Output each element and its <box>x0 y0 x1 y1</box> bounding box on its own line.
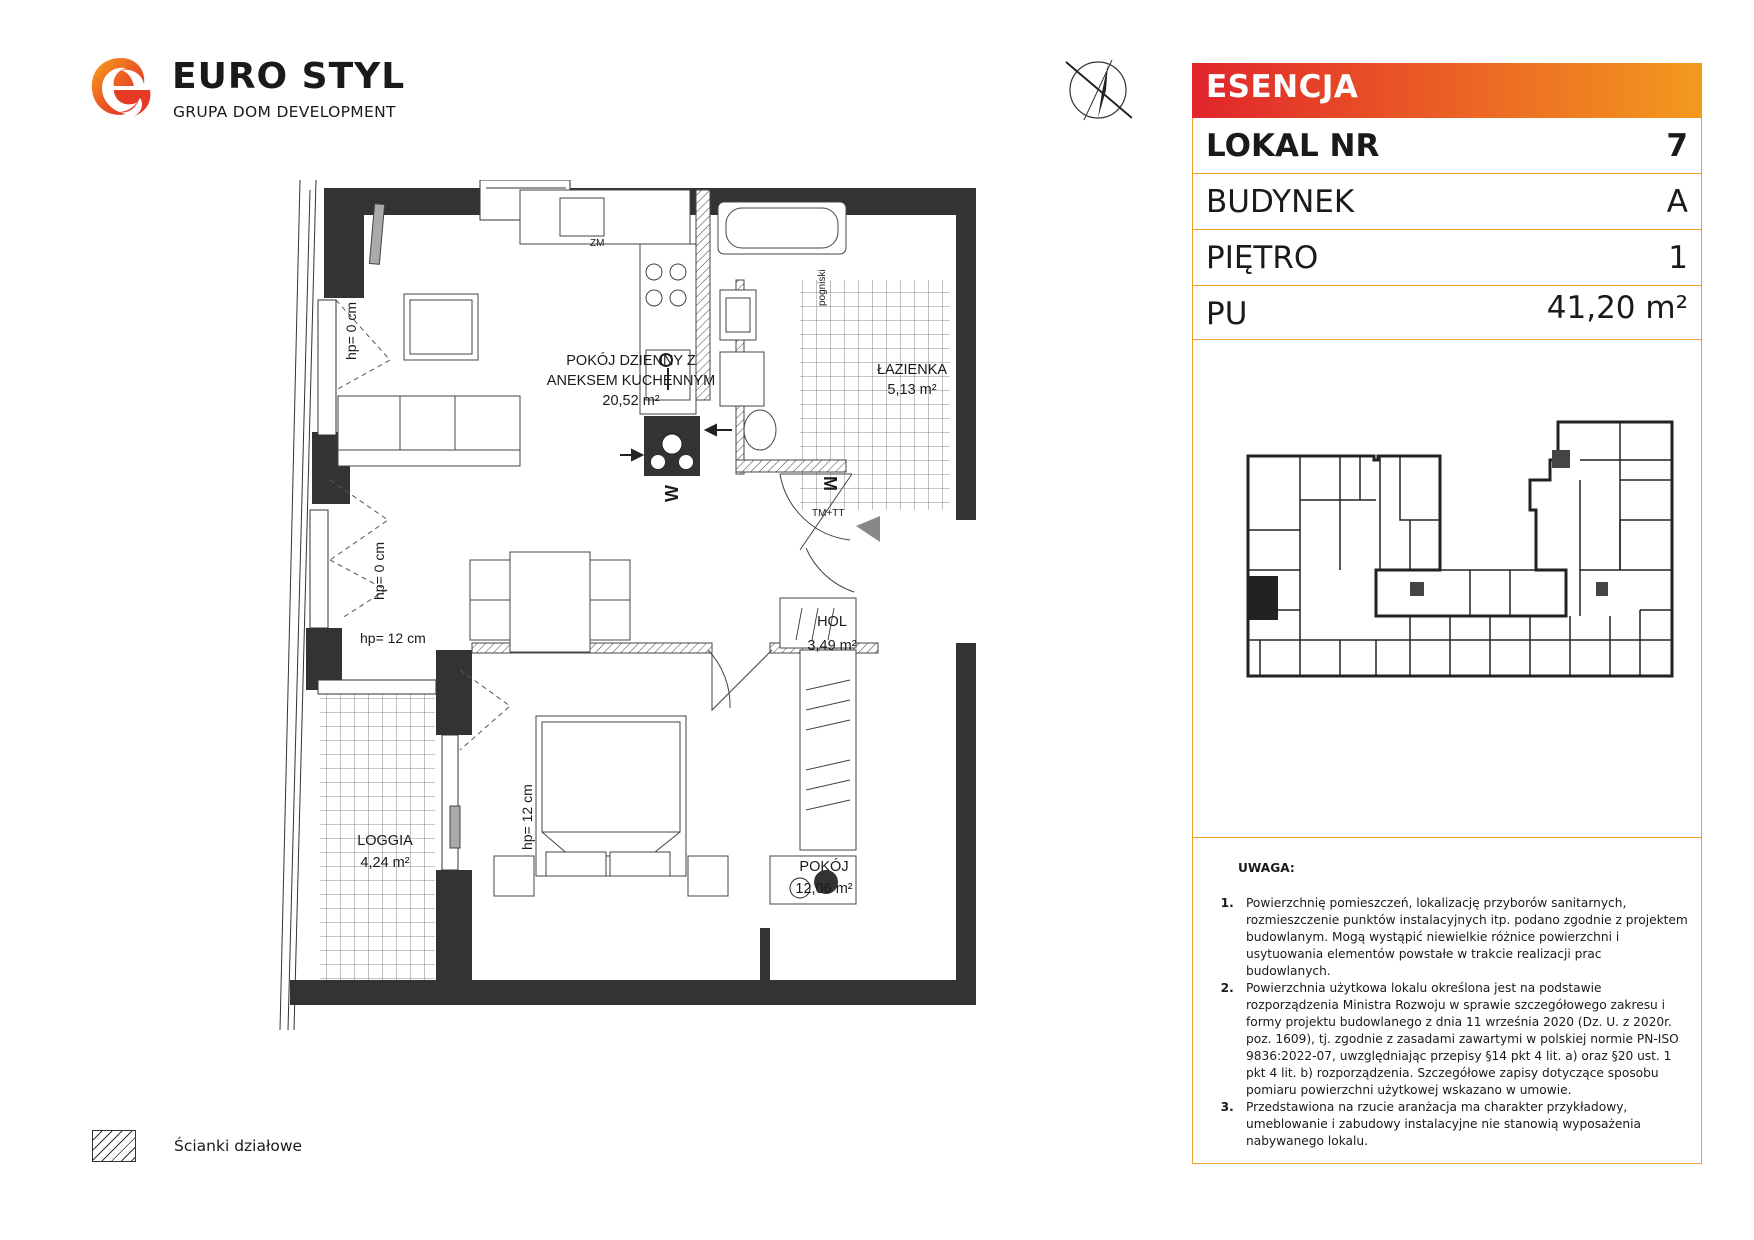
legend-label: Ścianki działowe <box>174 1137 303 1155</box>
note-item: 3. Przedstawiona na rzucie aranżacja ma charakter przykładowy, umeblowanie i zabudowy instalacyjne nie stanowią wyposażenia nabywanego lokalu. <box>1238 1099 1688 1150</box>
room-living <box>546 351 716 411</box>
row-budynek <box>1192 174 1702 230</box>
room-hall-area: 3,49 m² <box>807 638 857 654</box>
panel-divider <box>1192 837 1702 838</box>
room-living-name1: POKÓJ DZIENNY Z <box>566 353 696 369</box>
floor-plan <box>270 180 1010 1040</box>
room-living-area: 20,52 m² <box>602 393 660 409</box>
row-value: 1 <box>1668 240 1688 276</box>
row-pu <box>1192 286 1702 340</box>
room-living-name2: ANEKSEM KUCHENNYM <box>546 373 716 389</box>
mark-m: M <box>820 476 840 491</box>
building-key-plan <box>1240 420 1680 722</box>
mark-zm: ZM <box>590 238 605 249</box>
note-item: 1. Powierzchnię pomieszczeń, lokalizację przyborów sanitarnych, rozmieszczenie punktów instalacyjnych itp. podano zgodnie z projektem budowlanym. Mogą wystąpić niewielkie różnice powierzchni i usytuowania elementów powstałe w trakcie realizacji prac budowlanych. <box>1238 895 1688 980</box>
room-loggia-name: LOGGIA <box>357 833 413 849</box>
row-key: LOKAL NR <box>1206 128 1380 164</box>
hp-label: hp= 0 cm <box>371 542 387 600</box>
mark-pogniski: pogniski <box>817 269 828 306</box>
row-key: PIĘTRO <box>1206 240 1319 276</box>
eurostyl-logo-icon <box>88 56 154 120</box>
hp-label: hp= 12 cm <box>519 784 535 850</box>
notes-list <box>1208 895 1688 1150</box>
row-key: BUDYNEK <box>1206 184 1355 220</box>
row-value: 41,20 m² <box>1546 290 1688 326</box>
room-loggia <box>345 830 425 874</box>
row-value: A <box>1666 184 1688 220</box>
hp-label: hp= 0 cm <box>343 302 359 360</box>
brand-subtitle: GRUPA DOM DEVELOPMENT <box>173 103 396 121</box>
room-loggia-area: 4,24 m² <box>360 855 410 871</box>
notes <box>1208 860 1688 1150</box>
row-pietro <box>1192 230 1702 286</box>
room-bedroom-name: POKÓJ <box>799 859 849 875</box>
investment-name: ESENCJA <box>1206 69 1359 105</box>
mark-w: W <box>662 485 682 502</box>
partition-legend-swatch <box>92 1130 136 1162</box>
mark-tm: TM+TT <box>812 508 845 519</box>
row-lokal <box>1192 118 1702 174</box>
brand-name: EURO STYL <box>172 56 406 97</box>
row-value: 7 <box>1666 128 1688 164</box>
room-bathroom-area: 5,13 m² <box>887 382 937 398</box>
room-bedroom <box>784 856 864 900</box>
notes-heading: UWAGA: <box>1238 861 1295 875</box>
room-hall-name: HOL <box>817 614 847 630</box>
room-bedroom-area: 12,06 m² <box>795 881 853 897</box>
row-key: PU <box>1206 296 1248 332</box>
compass-icon <box>1062 56 1132 122</box>
room-hall <box>792 610 872 658</box>
room-bathroom <box>872 360 952 400</box>
hp-label: hp= 12 cm <box>360 630 426 646</box>
note-item: 2. Powierzchnia użytkowa lokalu określona jest na podstawie rozporządzenia Ministra Rozwoju w sprawie szczegółowego zakresu i formy projektu budowlanego z dnia 11 września 2020 (Dz. U. z 2020r. poz. 1609), tj. zgodnie z zasadami zawartymi w polskiej normie PN-ISO 9836:2022-07, uwzględniając przepisy §14 pkt 4 lit. a) oraz §20 ust. 1 pkt 4 lit. b) rozporządzenia. Szczegółowe zapisy dotyczące sposobu pomiaru powierzchni użytkowej wskazano w umowie. <box>1238 980 1688 1099</box>
room-bathroom-name: ŁAZIENKA <box>876 362 948 378</box>
investment-header <box>1192 63 1702 118</box>
